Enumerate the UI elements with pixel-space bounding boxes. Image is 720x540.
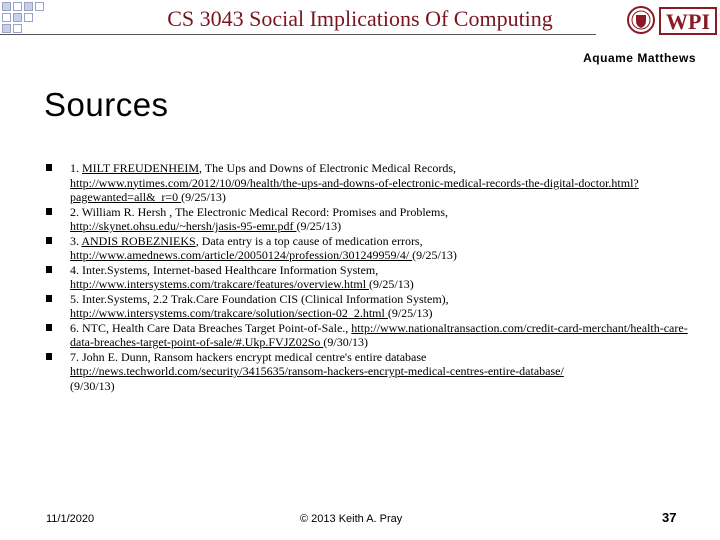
reference-url-link[interactable]: http://www.intersystems.com/trakcare/solution/section-02_2.html (70, 306, 388, 320)
reference-access-date: (9/25/13) (296, 219, 342, 233)
wpi-logo (626, 4, 718, 38)
reference-url-link[interactable]: http://www.amednews.com/article/20050124/profession/301249959/4/ (70, 248, 413, 262)
reference-prefix: 4. Inter.Systems, Internet-based Healthcare Information System, (70, 262, 379, 277)
reference-prefix: 7. John E. Dunn, Ransom hackers encrypt medical centre's entire database (70, 349, 427, 364)
bullet-icon (46, 208, 52, 215)
reference-author-link[interactable]: MILT FREUDENHEIM (82, 161, 200, 175)
reference-prefix: 1. (70, 161, 82, 175)
bullet-icon (46, 324, 52, 331)
title-divider (0, 34, 596, 35)
reference-url-link[interactable]: http://www.nationaltransaction.com/credit-card-merchant/health-care-data-breaches-target-point-of-sale/#.Ukp.FVJZ02So (70, 320, 688, 349)
bullet-icon (46, 237, 52, 244)
reference-access-date: (9/30/13) (323, 335, 369, 349)
reference-item (46, 263, 706, 292)
reference-access-date: (9/30/13) (70, 378, 115, 393)
reference-url-link[interactable]: http://skynet.ohsu.edu/~hersh/jasis-95-emr.pdf (70, 219, 297, 233)
reference-item (46, 321, 706, 350)
reference-text: , The Ups and Downs of Electronic Medical Records, (199, 161, 457, 175)
reference-item (46, 350, 706, 394)
slide-heading: Sources (44, 86, 169, 123)
reference-item (46, 234, 706, 263)
reference-url-link[interactable]: http://news.techworld.com/security/3415635/ransom-hackers-encrypt-medical-centres-entire-database/ (70, 364, 564, 378)
bullet-icon (46, 164, 52, 171)
reference-access-date: (9/25/13) (369, 277, 414, 291)
reference-access-date: (9/25/13) (181, 190, 226, 204)
reference-prefix: 2. William R. Hersh , The Electronic Medical Record: Promises and Problems, (70, 204, 448, 219)
page-number: 37 (662, 510, 677, 525)
footer-copyright: © 2013 Keith A. Pray (300, 513, 403, 525)
reference-prefix: 6. NTC, Health Care Data Breaches Target Point-of-Sale., (70, 320, 352, 335)
reference-item (46, 205, 706, 234)
reference-url-link[interactable]: http://www.intersystems.com/trakcare/features/overview.html (70, 277, 370, 291)
wpi-logo-text: WPI (666, 9, 710, 34)
reference-author-link[interactable]: ANDIS ROBEZNIEKS (81, 233, 196, 248)
reference-url-link[interactable]: http://www.nytimes.com/2012/10/09/health/the-ups-and-downs-of-electronic-medical-records-the-digital-doctor.html?pagewanted=all&_r=0 (70, 175, 639, 204)
course-title: CS 3043 Social Implications Of Computing (167, 6, 553, 31)
reference-access-date: (9/25/13) (412, 248, 457, 262)
reference-access-date: (9/25/13) (387, 306, 433, 320)
reference-item (46, 161, 706, 205)
reference-item (46, 292, 706, 321)
reference-prefix: 5. Inter.Systems, 2.2 Trak.Care Foundation CIS (Clinical Information System), (70, 291, 449, 306)
footer-date: 11/1/2020 (46, 513, 95, 525)
reference-text: , Data entry is a top cause of medication errors, (195, 233, 423, 248)
wpi-seal-icon (628, 7, 654, 33)
bullet-icon (46, 295, 52, 302)
reference-list (46, 161, 706, 393)
bullet-icon (46, 266, 52, 273)
reference-prefix: 3. (70, 233, 82, 248)
bullet-icon (46, 353, 52, 360)
author-name: Aquame Matthews (583, 51, 696, 65)
